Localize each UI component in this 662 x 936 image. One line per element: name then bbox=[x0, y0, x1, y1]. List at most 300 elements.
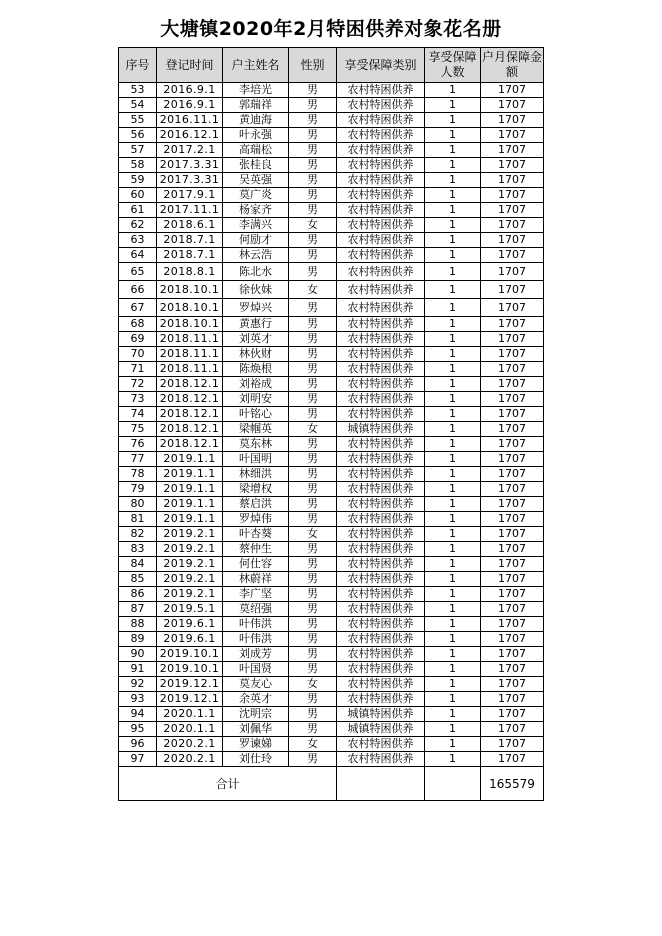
cell-seq: 95 bbox=[119, 722, 157, 737]
table-row bbox=[119, 527, 544, 542]
total-category bbox=[337, 767, 425, 801]
cell-name: 叶伟洪 bbox=[223, 617, 289, 632]
cell-reg-date: 2019.2.1 bbox=[157, 542, 223, 557]
col-header-gender: 性别 bbox=[289, 48, 337, 83]
cell-gender: 男 bbox=[289, 233, 337, 248]
cell-persons: 1 bbox=[425, 233, 481, 248]
cell-reg-date: 2017.11.1 bbox=[157, 203, 223, 218]
cell-gender: 男 bbox=[289, 158, 337, 173]
cell-gender: 男 bbox=[289, 188, 337, 203]
cell-persons: 1 bbox=[425, 188, 481, 203]
table-row bbox=[119, 317, 544, 332]
cell-category: 农村特困供养 bbox=[337, 572, 425, 587]
cell-amount: 1707 bbox=[481, 281, 544, 299]
cell-persons: 1 bbox=[425, 587, 481, 602]
cell-reg-date: 2017.3.31 bbox=[157, 173, 223, 188]
cell-name: 李培光 bbox=[223, 83, 289, 98]
cell-gender: 女 bbox=[289, 527, 337, 542]
cell-amount: 1707 bbox=[481, 218, 544, 233]
cell-persons: 1 bbox=[425, 437, 481, 452]
table-row bbox=[119, 248, 544, 263]
cell-category: 农村特困供养 bbox=[337, 377, 425, 392]
cell-category: 农村特困供养 bbox=[337, 557, 425, 572]
cell-name: 郭瑞祥 bbox=[223, 98, 289, 113]
cell-gender: 男 bbox=[289, 512, 337, 527]
col-header-persons: 享受保障人数 bbox=[425, 48, 481, 83]
cell-reg-date: 2019.12.1 bbox=[157, 677, 223, 692]
cell-persons: 1 bbox=[425, 158, 481, 173]
cell-amount: 1707 bbox=[481, 707, 544, 722]
cell-gender: 男 bbox=[289, 632, 337, 647]
cell-amount: 1707 bbox=[481, 83, 544, 98]
table-row bbox=[119, 263, 544, 281]
cell-amount: 1707 bbox=[481, 617, 544, 632]
cell-amount: 1707 bbox=[481, 692, 544, 707]
cell-amount: 1707 bbox=[481, 248, 544, 263]
cell-seq: 88 bbox=[119, 617, 157, 632]
cell-amount: 1707 bbox=[481, 647, 544, 662]
cell-category: 农村特困供养 bbox=[337, 83, 425, 98]
table-row bbox=[119, 218, 544, 233]
cell-name: 张桂良 bbox=[223, 158, 289, 173]
cell-gender: 男 bbox=[289, 263, 337, 281]
cell-category: 农村特困供养 bbox=[337, 467, 425, 482]
cell-category: 农村特困供养 bbox=[337, 203, 425, 218]
cell-reg-date: 2018.7.1 bbox=[157, 248, 223, 263]
cell-gender: 男 bbox=[289, 572, 337, 587]
table-row bbox=[119, 281, 544, 299]
cell-seq: 77 bbox=[119, 452, 157, 467]
cell-category: 农村特困供养 bbox=[337, 542, 425, 557]
cell-gender: 男 bbox=[289, 662, 337, 677]
cell-name: 罗焯伟 bbox=[223, 512, 289, 527]
cell-category: 农村特困供养 bbox=[337, 407, 425, 422]
cell-amount: 1707 bbox=[481, 737, 544, 752]
table-row bbox=[119, 128, 544, 143]
cell-gender: 男 bbox=[289, 143, 337, 158]
cell-seq: 60 bbox=[119, 188, 157, 203]
cell-category: 农村特困供养 bbox=[337, 143, 425, 158]
cell-persons: 1 bbox=[425, 173, 481, 188]
cell-gender: 男 bbox=[289, 467, 337, 482]
cell-name: 何仕容 bbox=[223, 557, 289, 572]
cell-gender: 男 bbox=[289, 362, 337, 377]
cell-name: 莫绍强 bbox=[223, 602, 289, 617]
cell-gender: 男 bbox=[289, 407, 337, 422]
table-row bbox=[119, 557, 544, 572]
cell-persons: 1 bbox=[425, 362, 481, 377]
cell-reg-date: 2018.11.1 bbox=[157, 347, 223, 362]
total-row bbox=[119, 767, 544, 801]
cell-reg-date: 2019.2.1 bbox=[157, 557, 223, 572]
cell-seq: 82 bbox=[119, 527, 157, 542]
cell-seq: 89 bbox=[119, 632, 157, 647]
table-row bbox=[119, 113, 544, 128]
cell-reg-date: 2019.2.1 bbox=[157, 527, 223, 542]
cell-reg-date: 2020.1.1 bbox=[157, 707, 223, 722]
cell-name: 李满兴 bbox=[223, 218, 289, 233]
table-row bbox=[119, 752, 544, 767]
cell-persons: 1 bbox=[425, 542, 481, 557]
cell-category: 农村特困供养 bbox=[337, 677, 425, 692]
cell-name: 李广坚 bbox=[223, 587, 289, 602]
col-header-name: 户主姓名 bbox=[223, 48, 289, 83]
cell-amount: 1707 bbox=[481, 677, 544, 692]
cell-amount: 1707 bbox=[481, 602, 544, 617]
table-row bbox=[119, 572, 544, 587]
cell-amount: 1707 bbox=[481, 437, 544, 452]
cell-persons: 1 bbox=[425, 347, 481, 362]
cell-persons: 1 bbox=[425, 98, 481, 113]
cell-seq: 64 bbox=[119, 248, 157, 263]
cell-seq: 76 bbox=[119, 437, 157, 452]
cell-category: 农村特困供养 bbox=[337, 233, 425, 248]
cell-reg-date: 2020.1.1 bbox=[157, 722, 223, 737]
cell-seq: 73 bbox=[119, 392, 157, 407]
cell-persons: 1 bbox=[425, 602, 481, 617]
cell-seq: 94 bbox=[119, 707, 157, 722]
table-row bbox=[119, 467, 544, 482]
table-row bbox=[119, 299, 544, 317]
cell-gender: 男 bbox=[289, 317, 337, 332]
cell-amount: 1707 bbox=[481, 467, 544, 482]
cell-gender: 男 bbox=[289, 83, 337, 98]
cell-name: 蔡启洪 bbox=[223, 497, 289, 512]
cell-name: 梁增权 bbox=[223, 482, 289, 497]
cell-seq: 56 bbox=[119, 128, 157, 143]
cell-reg-date: 2018.12.1 bbox=[157, 422, 223, 437]
cell-gender: 男 bbox=[289, 482, 337, 497]
cell-persons: 1 bbox=[425, 248, 481, 263]
cell-name: 林伙财 bbox=[223, 347, 289, 362]
cell-amount: 1707 bbox=[481, 332, 544, 347]
cell-gender: 男 bbox=[289, 602, 337, 617]
cell-category: 农村特困供养 bbox=[337, 281, 425, 299]
cell-reg-date: 2016.11.1 bbox=[157, 113, 223, 128]
cell-name: 余英才 bbox=[223, 692, 289, 707]
table-row bbox=[119, 407, 544, 422]
cell-reg-date: 2018.7.1 bbox=[157, 233, 223, 248]
cell-category: 农村特困供养 bbox=[337, 632, 425, 647]
cell-amount: 1707 bbox=[481, 407, 544, 422]
cell-persons: 1 bbox=[425, 617, 481, 632]
col-header-seq: 序号 bbox=[119, 48, 157, 83]
cell-category: 城镇特困供养 bbox=[337, 722, 425, 737]
table-row bbox=[119, 392, 544, 407]
cell-reg-date: 2017.9.1 bbox=[157, 188, 223, 203]
cell-seq: 91 bbox=[119, 662, 157, 677]
cell-category: 农村特困供养 bbox=[337, 173, 425, 188]
cell-reg-date: 2018.10.1 bbox=[157, 317, 223, 332]
cell-category: 农村特困供养 bbox=[337, 248, 425, 263]
cell-seq: 75 bbox=[119, 422, 157, 437]
table-row bbox=[119, 233, 544, 248]
table-row bbox=[119, 362, 544, 377]
cell-seq: 71 bbox=[119, 362, 157, 377]
cell-reg-date: 2020.2.1 bbox=[157, 737, 223, 752]
cell-gender: 女 bbox=[289, 281, 337, 299]
cell-persons: 1 bbox=[425, 263, 481, 281]
cell-name: 莫东林 bbox=[223, 437, 289, 452]
cell-reg-date: 2018.11.1 bbox=[157, 362, 223, 377]
cell-persons: 1 bbox=[425, 752, 481, 767]
table-row bbox=[119, 497, 544, 512]
cell-name: 徐伙妹 bbox=[223, 281, 289, 299]
cell-reg-date: 2018.12.1 bbox=[157, 407, 223, 422]
cell-persons: 1 bbox=[425, 452, 481, 467]
cell-amount: 1707 bbox=[481, 299, 544, 317]
cell-amount: 1707 bbox=[481, 557, 544, 572]
cell-category: 农村特困供养 bbox=[337, 347, 425, 362]
cell-amount: 1707 bbox=[481, 317, 544, 332]
cell-amount: 1707 bbox=[481, 188, 544, 203]
table-row bbox=[119, 98, 544, 113]
cell-category: 农村特困供养 bbox=[337, 98, 425, 113]
cell-reg-date: 2019.6.1 bbox=[157, 617, 223, 632]
table-row bbox=[119, 143, 544, 158]
cell-seq: 63 bbox=[119, 233, 157, 248]
cell-gender: 男 bbox=[289, 617, 337, 632]
cell-name: 莫广炎 bbox=[223, 188, 289, 203]
cell-persons: 1 bbox=[425, 392, 481, 407]
cell-reg-date: 2019.1.1 bbox=[157, 452, 223, 467]
table-row bbox=[119, 422, 544, 437]
cell-amount: 1707 bbox=[481, 452, 544, 467]
table-row bbox=[119, 332, 544, 347]
table-row bbox=[119, 737, 544, 752]
cell-seq: 54 bbox=[119, 98, 157, 113]
cell-persons: 1 bbox=[425, 647, 481, 662]
table-row bbox=[119, 437, 544, 452]
cell-reg-date: 2019.1.1 bbox=[157, 482, 223, 497]
cell-category: 农村特困供养 bbox=[337, 437, 425, 452]
cell-reg-date: 2019.2.1 bbox=[157, 587, 223, 602]
cell-category: 农村特困供养 bbox=[337, 692, 425, 707]
cell-amount: 1707 bbox=[481, 512, 544, 527]
cell-gender: 女 bbox=[289, 737, 337, 752]
total-amount: 165579 bbox=[481, 767, 544, 801]
cell-name: 刘仕玲 bbox=[223, 752, 289, 767]
cell-name: 刘成芳 bbox=[223, 647, 289, 662]
cell-amount: 1707 bbox=[481, 632, 544, 647]
cell-amount: 1707 bbox=[481, 422, 544, 437]
cell-persons: 1 bbox=[425, 299, 481, 317]
cell-persons: 1 bbox=[425, 677, 481, 692]
cell-reg-date: 2017.2.1 bbox=[157, 143, 223, 158]
cell-name: 叶国贤 bbox=[223, 662, 289, 677]
cell-name: 高瑞松 bbox=[223, 143, 289, 158]
cell-category: 农村特困供养 bbox=[337, 332, 425, 347]
cell-name: 罗谏娣 bbox=[223, 737, 289, 752]
cell-reg-date: 2019.1.1 bbox=[157, 467, 223, 482]
table-row bbox=[119, 632, 544, 647]
cell-reg-date: 2019.5.1 bbox=[157, 602, 223, 617]
cell-name: 何励才 bbox=[223, 233, 289, 248]
cell-seq: 80 bbox=[119, 497, 157, 512]
cell-category: 农村特困供养 bbox=[337, 497, 425, 512]
cell-seq: 96 bbox=[119, 737, 157, 752]
cell-name: 杨家齐 bbox=[223, 203, 289, 218]
cell-name: 叶铭心 bbox=[223, 407, 289, 422]
cell-gender: 男 bbox=[289, 587, 337, 602]
cell-reg-date: 2019.1.1 bbox=[157, 497, 223, 512]
table-row bbox=[119, 452, 544, 467]
cell-seq: 83 bbox=[119, 542, 157, 557]
cell-seq: 78 bbox=[119, 467, 157, 482]
cell-category: 农村特困供养 bbox=[337, 362, 425, 377]
cell-gender: 男 bbox=[289, 752, 337, 767]
cell-category: 农村特困供养 bbox=[337, 617, 425, 632]
header-row bbox=[119, 48, 544, 83]
cell-persons: 1 bbox=[425, 707, 481, 722]
cell-gender: 女 bbox=[289, 677, 337, 692]
table-row bbox=[119, 512, 544, 527]
cell-reg-date: 2016.9.1 bbox=[157, 83, 223, 98]
cell-persons: 1 bbox=[425, 113, 481, 128]
table-row bbox=[119, 647, 544, 662]
cell-seq: 74 bbox=[119, 407, 157, 422]
table-row bbox=[119, 158, 544, 173]
table-row bbox=[119, 188, 544, 203]
cell-seq: 69 bbox=[119, 332, 157, 347]
cell-category: 城镇特困供养 bbox=[337, 707, 425, 722]
cell-reg-date: 2018.11.1 bbox=[157, 332, 223, 347]
cell-gender: 男 bbox=[289, 248, 337, 263]
cell-gender: 男 bbox=[289, 437, 337, 452]
cell-category: 农村特困供养 bbox=[337, 527, 425, 542]
col-header-category: 享受保障类别 bbox=[337, 48, 425, 83]
cell-gender: 女 bbox=[289, 422, 337, 437]
cell-name: 叶伟洪 bbox=[223, 632, 289, 647]
cell-amount: 1707 bbox=[481, 527, 544, 542]
cell-seq: 93 bbox=[119, 692, 157, 707]
cell-amount: 1707 bbox=[481, 497, 544, 512]
cell-name: 叶永强 bbox=[223, 128, 289, 143]
cell-gender: 男 bbox=[289, 128, 337, 143]
cell-persons: 1 bbox=[425, 662, 481, 677]
cell-reg-date: 2018.8.1 bbox=[157, 263, 223, 281]
cell-name: 蔡仲生 bbox=[223, 542, 289, 557]
cell-amount: 1707 bbox=[481, 377, 544, 392]
cell-reg-date: 2018.10.1 bbox=[157, 281, 223, 299]
cell-persons: 1 bbox=[425, 467, 481, 482]
table-row bbox=[119, 83, 544, 98]
cell-seq: 65 bbox=[119, 263, 157, 281]
cell-category: 农村特困供养 bbox=[337, 737, 425, 752]
cell-gender: 男 bbox=[289, 647, 337, 662]
cell-name: 叶国明 bbox=[223, 452, 289, 467]
cell-persons: 1 bbox=[425, 377, 481, 392]
cell-name: 陈北水 bbox=[223, 263, 289, 281]
cell-reg-date: 2018.6.1 bbox=[157, 218, 223, 233]
cell-name: 黄迪海 bbox=[223, 113, 289, 128]
total-persons bbox=[425, 767, 481, 801]
table-row bbox=[119, 542, 544, 557]
cell-name: 莫友心 bbox=[223, 677, 289, 692]
table-row bbox=[119, 482, 544, 497]
cell-name: 叶杏葵 bbox=[223, 527, 289, 542]
cell-seq: 92 bbox=[119, 677, 157, 692]
cell-category: 农村特困供养 bbox=[337, 752, 425, 767]
cell-name: 刘英才 bbox=[223, 332, 289, 347]
cell-amount: 1707 bbox=[481, 542, 544, 557]
cell-persons: 1 bbox=[425, 128, 481, 143]
table-row bbox=[119, 203, 544, 218]
cell-amount: 1707 bbox=[481, 572, 544, 587]
cell-name: 吴英强 bbox=[223, 173, 289, 188]
cell-reg-date: 2018.12.1 bbox=[157, 377, 223, 392]
cell-seq: 62 bbox=[119, 218, 157, 233]
cell-amount: 1707 bbox=[481, 143, 544, 158]
cell-persons: 1 bbox=[425, 203, 481, 218]
cell-persons: 1 bbox=[425, 281, 481, 299]
cell-category: 农村特困供养 bbox=[337, 113, 425, 128]
cell-category: 农村特困供养 bbox=[337, 647, 425, 662]
cell-amount: 1707 bbox=[481, 113, 544, 128]
cell-reg-date: 2018.12.1 bbox=[157, 437, 223, 452]
cell-amount: 1707 bbox=[481, 203, 544, 218]
cell-amount: 1707 bbox=[481, 752, 544, 767]
cell-gender: 男 bbox=[289, 542, 337, 557]
cell-seq: 58 bbox=[119, 158, 157, 173]
cell-persons: 1 bbox=[425, 632, 481, 647]
cell-category: 农村特困供养 bbox=[337, 512, 425, 527]
cell-amount: 1707 bbox=[481, 392, 544, 407]
roster-table bbox=[118, 47, 544, 801]
cell-gender: 男 bbox=[289, 173, 337, 188]
cell-name: 梁帼英 bbox=[223, 422, 289, 437]
cell-persons: 1 bbox=[425, 143, 481, 158]
cell-gender: 男 bbox=[289, 203, 337, 218]
cell-reg-date: 2018.10.1 bbox=[157, 299, 223, 317]
cell-seq: 86 bbox=[119, 587, 157, 602]
table-row bbox=[119, 587, 544, 602]
cell-amount: 1707 bbox=[481, 263, 544, 281]
cell-gender: 男 bbox=[289, 98, 337, 113]
cell-name: 沈明宗 bbox=[223, 707, 289, 722]
table-row bbox=[119, 692, 544, 707]
cell-persons: 1 bbox=[425, 692, 481, 707]
cell-category: 农村特困供养 bbox=[337, 188, 425, 203]
cell-amount: 1707 bbox=[481, 98, 544, 113]
table-row bbox=[119, 677, 544, 692]
col-header-amount: 户月保障金额 bbox=[481, 48, 544, 83]
cell-amount: 1707 bbox=[481, 482, 544, 497]
table-row bbox=[119, 707, 544, 722]
table-row bbox=[119, 602, 544, 617]
cell-persons: 1 bbox=[425, 527, 481, 542]
cell-gender: 男 bbox=[289, 722, 337, 737]
cell-gender: 男 bbox=[289, 692, 337, 707]
table-row bbox=[119, 173, 544, 188]
cell-gender: 男 bbox=[289, 332, 337, 347]
cell-amount: 1707 bbox=[481, 722, 544, 737]
cell-reg-date: 2018.12.1 bbox=[157, 392, 223, 407]
cell-reg-date: 2020.2.1 bbox=[157, 752, 223, 767]
cell-amount: 1707 bbox=[481, 158, 544, 173]
cell-seq: 90 bbox=[119, 647, 157, 662]
cell-amount: 1707 bbox=[481, 662, 544, 677]
cell-reg-date: 2019.10.1 bbox=[157, 647, 223, 662]
cell-seq: 81 bbox=[119, 512, 157, 527]
cell-amount: 1707 bbox=[481, 233, 544, 248]
cell-category: 农村特困供养 bbox=[337, 452, 425, 467]
cell-category: 农村特困供养 bbox=[337, 482, 425, 497]
cell-persons: 1 bbox=[425, 317, 481, 332]
cell-seq: 61 bbox=[119, 203, 157, 218]
cell-gender: 男 bbox=[289, 113, 337, 128]
cell-persons: 1 bbox=[425, 512, 481, 527]
